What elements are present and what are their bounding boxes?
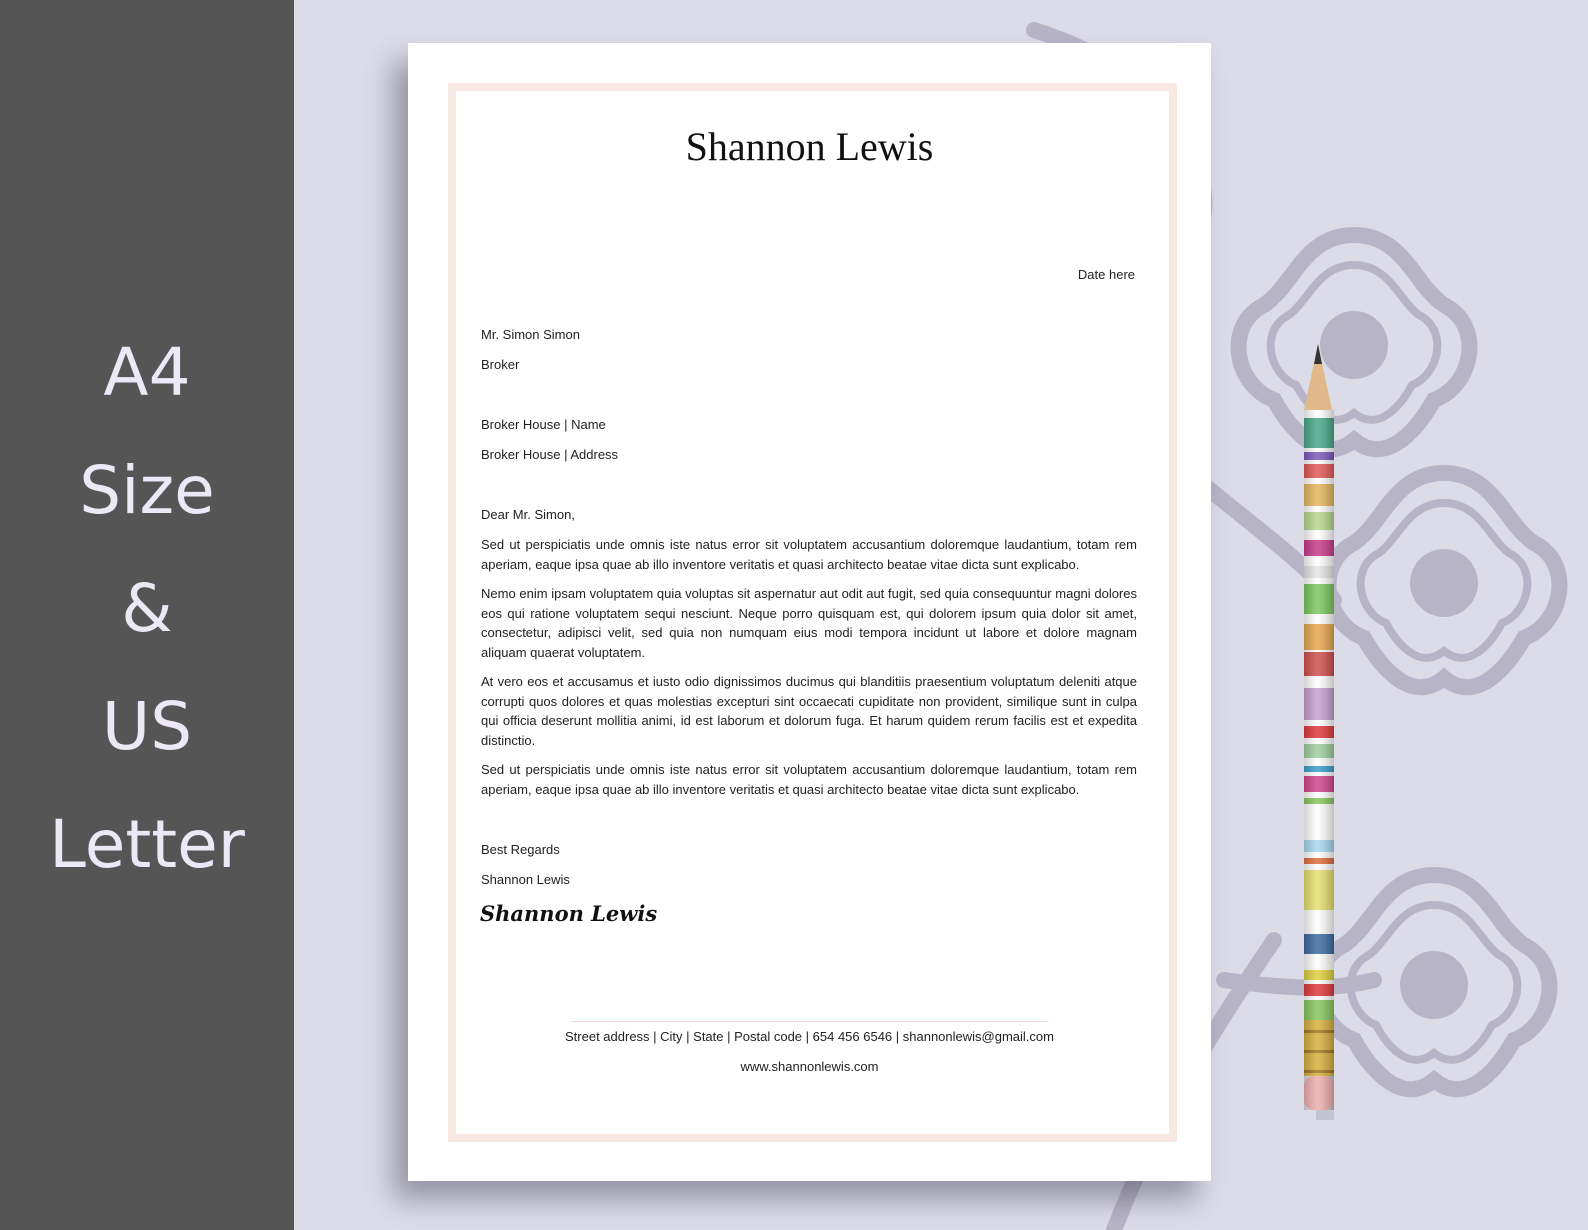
body-paragraph: Sed ut perspiciatis unde omnis iste natus error sit voluptatem accusantium doloremque laudantium, totam rem aperiam, eaque ipsa quae ab illo inventore veritatis et quasi architecto beatae vitae dicta sunt explicabo.	[481, 762, 1137, 797]
body-paragraph: Sed ut perspiciatis unde omnis iste natus error sit voluptatem accusantium doloremque laudantium, totam rem aperiam, eaque ipsa quae ab illo inventore veritatis et quasi architecto beatae vitae dicta sunt explicabo.	[481, 537, 1137, 572]
salutation: Dear Mr. Simon,	[481, 507, 575, 522]
body-paragraph: At vero eos et accusamus et iusto odio dignissimos ducimus qui blanditiis praesentium voluptatum deleniti atque corrupti quos dolores et quas molestias excepturi sint occaecati cupiditate non provident, similique sunt in culpa qui officia deserunt mollitia animi, id est laborum et dolorum fuga. Et harum quidem rerum facilis est et expedita distinctio.	[481, 674, 1137, 748]
flower-icon	[1239, 235, 1470, 449]
signature: Shannon Lewis	[480, 901, 658, 926]
letterhead-name: Shannon Lewis	[685, 124, 934, 169]
flower-icon	[1319, 875, 1550, 1089]
flower-icon	[1329, 473, 1560, 687]
size-label-and: &	[121, 570, 173, 647]
size-label-size: Size	[79, 452, 215, 529]
company-address: Broker House | Address	[481, 447, 619, 462]
size-info-panel	[0, 0, 294, 1230]
size-label-a4: A4	[103, 334, 191, 411]
closing: Best Regards	[481, 842, 560, 857]
body-paragraph: Nemo enim ipsam voluptatem quia voluptas sit aspernatur aut odit aut fugit, sed quia consequuntur magni dolores eos qui ratione voluptatem sequi nesciunt. Neque porro quisquam est, qui dolorem ipsum quia dolor sit amet, consectetur, adipisci velit, sed quia non numquam eius modi tempora incidunt ut labore et dolore magnam aliquam quaerat voluptatem.	[481, 586, 1137, 660]
size-label-us: US	[101, 688, 193, 765]
letter-date: Date here	[1077, 267, 1135, 282]
size-label-letter: Letter	[49, 806, 245, 883]
company-name: Broker House | Name	[481, 417, 606, 432]
letter-page	[408, 43, 1211, 1181]
footer-divider	[571, 1021, 1048, 1022]
recipient-name: Mr. Simon Simon	[481, 327, 580, 342]
closing-name: Shannon Lewis	[481, 872, 570, 887]
footer-contact: Street address | City | State | Postal code | 654 456 6546 | shannonlewis@gmail.com	[565, 1029, 1054, 1044]
recipient-title: Broker	[481, 357, 520, 372]
footer-website: www.shannonlewis.com	[740, 1059, 879, 1074]
